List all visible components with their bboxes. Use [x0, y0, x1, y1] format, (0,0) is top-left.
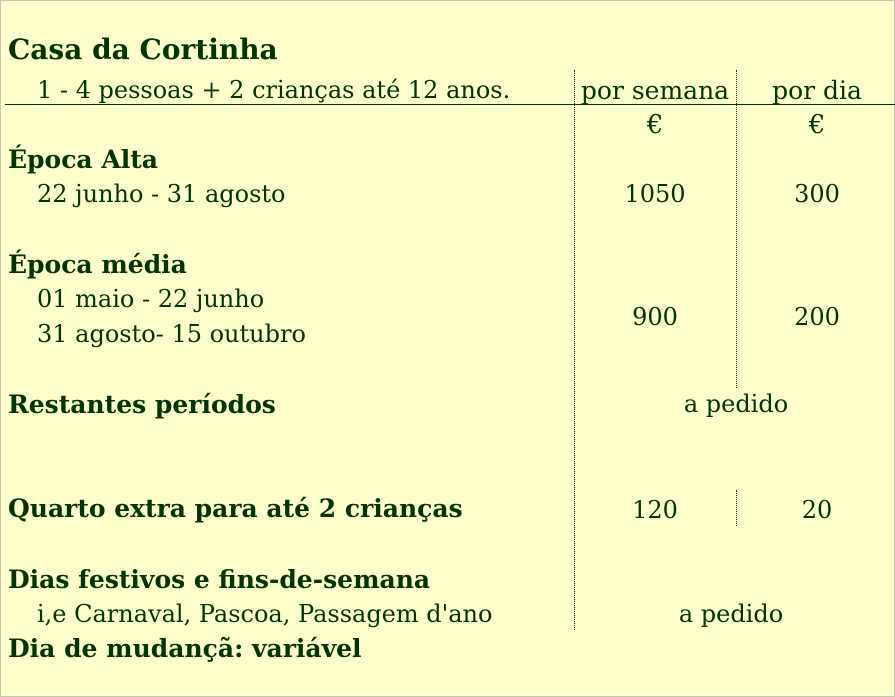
extra-room-day-price: 20: [801, 496, 833, 524]
mid-season-week-price: 900: [632, 303, 678, 331]
high-season-day-price: 300: [794, 180, 840, 208]
capacity-note: 1 - 4 pessoas + 2 crianças até 12 anos.: [37, 76, 511, 104]
mid-season-dates-2: 31 agosto- 15 outubro: [37, 320, 306, 348]
changeover-day-label: Dia de mudançã: variável: [8, 634, 362, 663]
high-season-week-price: 1050: [624, 180, 686, 208]
extra-room-label: Quarto extra para até 2 crianças: [8, 494, 463, 523]
mid-season-dates-1: 01 maio - 22 junho: [37, 285, 265, 313]
extra-room-week-price: 120: [632, 496, 678, 524]
mid-season-day-price: 200: [794, 303, 840, 331]
holidays-price: a pedido: [678, 600, 784, 628]
mid-season-label: Época média: [8, 250, 187, 279]
header-divider: [5, 104, 895, 105]
high-season-label: Época Alta: [8, 145, 158, 174]
currency-symbol-day: €: [808, 110, 826, 140]
other-periods-label: Restantes períodos: [8, 390, 276, 419]
column-header-week: por semana: [580, 76, 730, 105]
column-divider-left: [574, 70, 575, 630]
other-periods-price: a pedido: [683, 390, 789, 418]
currency-symbol-week: €: [646, 110, 664, 140]
page-title: Casa da Cortinha: [8, 33, 278, 66]
column-divider-right-upper: [736, 70, 737, 388]
holidays-label: Dias festivos e fins-de-semana: [8, 565, 431, 594]
column-header-day: por dia: [772, 76, 862, 105]
high-season-dates: 22 junho - 31 agosto: [37, 180, 286, 208]
holidays-examples: i,e Carnaval, Pascoa, Passagem d'ano: [37, 600, 493, 628]
